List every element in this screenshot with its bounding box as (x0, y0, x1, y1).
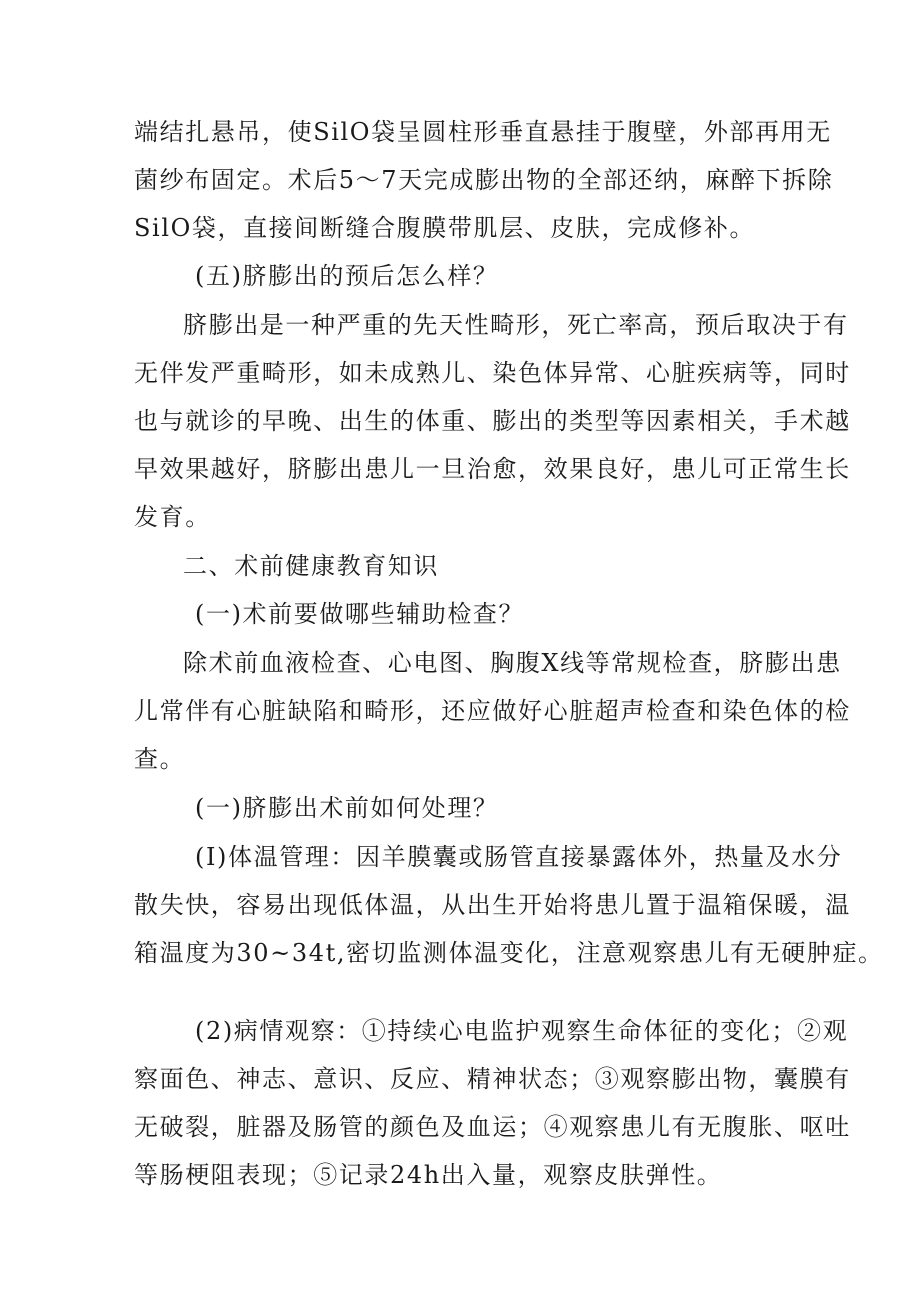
subsection-heading: (一)术前要做哪些辅助检查？ (195, 600, 525, 628)
paragraph-line: 查。 (134, 745, 186, 773)
paragraph-line: 早效果越好，脐膨出患儿一旦治愈，效果良好，患儿可正常生长 (134, 455, 851, 483)
paragraph-line: 也与就诊的早晚、出生的体重、膨出的类型等因素相关，手术越 (134, 407, 851, 435)
paragraph-line: 无伴发严重畸形，如未成熟儿、染色体异常、心脏疾病等，同时 (134, 359, 851, 387)
paragraph-line: SilO袋，直接间断缝合腹膜带肌层、皮肤，完成修补。 (134, 214, 756, 242)
paragraph-line: 端结扎悬吊，使SilO袋呈圆柱形垂直悬挂于腹壁，外部再用无 (134, 118, 832, 146)
paragraph-line: 发育。 (134, 503, 211, 531)
subsection-heading: (一)脐膨出术前如何处理？ (195, 794, 499, 822)
paragraph-line: 察面色、神志、意识、反应、精神状态；③观察膨出物，囊膜有 (134, 1065, 851, 1093)
paragraph-line: 菌纱布固定。术后5～7天完成膨出物的全部还纳，麻醉下拆除 (134, 166, 834, 194)
section-heading: 二、术前健康教育知识 (183, 552, 439, 580)
paragraph-line: 除术前血液检查、心电图、胸腹X线等常规检查，脐膨出患 (183, 649, 842, 677)
paragraph-line: 散失快，容易出现低体温，从出生开始将患儿置于温箱保暖，温 (134, 891, 851, 919)
paragraph-line: (I)体温管理：因羊膜囊或肠管直接暴露体外，热量及水分 (195, 843, 843, 871)
paragraph-line: 儿常伴有心脏缺陷和畸形，还应做好心脏超声检查和染色体的检 (134, 697, 851, 725)
paragraph-line: 箱温度为30~34t,密切监测体温变化，注意观察患儿有无硬肿症。 (134, 939, 884, 967)
subsection-heading: (五)脐膨出的预后怎么样？ (195, 262, 499, 290)
paragraph-line: 脐膨出是一种严重的先天性畸形，死亡率高，预后取决于有 (183, 311, 849, 339)
paragraph-line: (2)病情观察：①持续心电监护观察生命体征的变化；②观 (195, 1017, 849, 1045)
paragraph-line: 无破裂，脏器及肠管的颜色及血运；④观察患儿有无腹胀、呕吐 (134, 1113, 851, 1141)
paragraph-line: 等肠梗阻表现；⑤记录24h出入量，观察皮肤弹性。 (134, 1161, 723, 1189)
